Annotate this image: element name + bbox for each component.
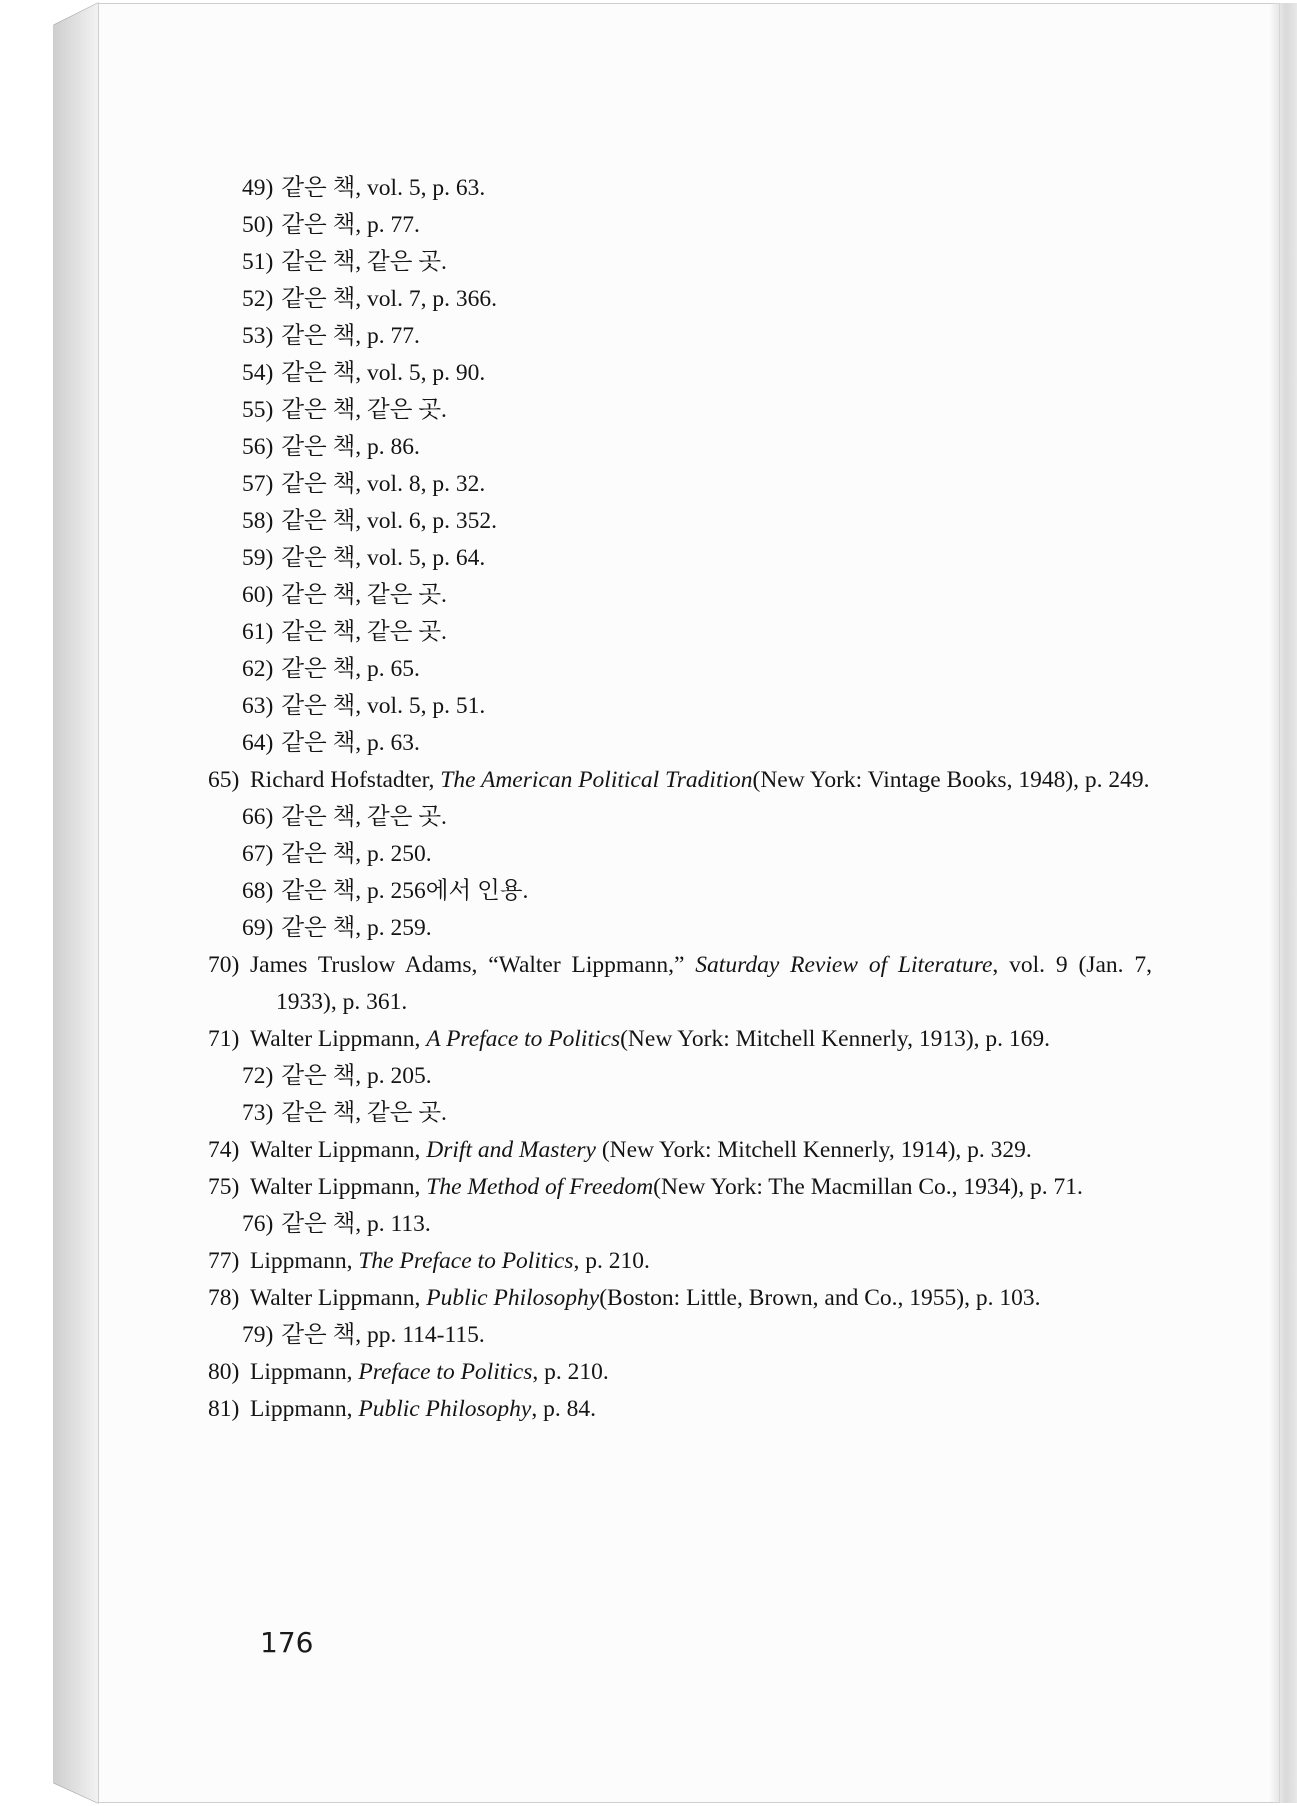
endnote-work-title: The Method of Freedom [426, 1174, 654, 1200]
endnote-number: 61) [242, 619, 274, 645]
endnote-text: 같은 책, vol. 5, p. 51. [281, 693, 486, 719]
endnote [242, 392, 1152, 429]
endnote-number: 79) [242, 1322, 274, 1348]
endnote-text: Richard Hofstadter, [250, 767, 441, 793]
endnote [242, 910, 1152, 947]
endnote-text: 같은 책, vol. 5, p. 63. [281, 175, 486, 201]
endnote-text: 같은 책, 같은 곳. [281, 582, 447, 608]
endnote-text: Lippmann, [250, 1396, 359, 1422]
endnotes-list [242, 170, 1152, 1428]
endnote [242, 281, 1152, 318]
endnote-text: 같은 책, p. 205. [281, 1063, 432, 1089]
endnote [242, 355, 1152, 392]
endnote-text: Walter Lippmann, [250, 1285, 427, 1311]
endnote [242, 540, 1152, 577]
endnote-number: 73) [242, 1100, 274, 1126]
endnote-text: 같은 책, p. 250. [281, 841, 432, 867]
endnote-number: 52) [242, 286, 274, 312]
endnote-text: 같은 책, vol. 7, p. 366. [281, 286, 497, 312]
endnote-text: 같은 책, p. 65. [281, 656, 420, 682]
endnote [242, 503, 1152, 540]
endnote-number: 57) [242, 471, 274, 497]
endnote-number: 66) [242, 804, 274, 830]
endnote-number: 59) [242, 545, 274, 571]
endnote-number: 76) [242, 1211, 274, 1237]
endnote [242, 1354, 1152, 1391]
endnote-number: 63) [242, 693, 274, 719]
endnote-number: 62) [242, 656, 274, 682]
endnote-work-title: The American Political Tradition [440, 767, 753, 793]
endnote [242, 429, 1152, 466]
endnote-text: 같은 책, vol. 5, p. 64. [281, 545, 486, 571]
endnote-text: James Truslow Adams, “Walter Lippmann,” [250, 952, 696, 978]
endnote [242, 1132, 1152, 1169]
endnote-text: Walter Lippmann, [250, 1026, 427, 1052]
endnote-work-title: Public Philosophy [358, 1396, 532, 1422]
endnote-text: 같은 책, vol. 5, p. 90. [281, 360, 486, 386]
endnote-number: 72) [242, 1063, 274, 1089]
endnote-text: 같은 책, 같은 곳. [281, 397, 447, 423]
endnote-number: 54) [242, 360, 274, 386]
endnote-number: 55) [242, 397, 274, 423]
endnote-text: 같은 책, 같은 곳. [281, 619, 447, 645]
endnote [242, 688, 1152, 725]
endnote [242, 577, 1152, 614]
endnote [242, 1021, 1152, 1058]
endnote [242, 614, 1152, 651]
endnote-citation-detail: (New York: Mitchell Kennerly, 1913), p. 169. [620, 1026, 1051, 1052]
endnote [242, 1058, 1152, 1095]
endnote-text: 같은 책, p. 77. [281, 323, 420, 349]
page-edge-shadow [1269, 3, 1297, 1803]
endnote [242, 725, 1152, 762]
endnote [242, 873, 1152, 910]
endnote-number: 67) [242, 841, 274, 867]
endnote-citation-detail: (Boston: Little, Brown, and Co., 1955), p. 103. [599, 1285, 1041, 1311]
endnote-text: Walter Lippmann, [250, 1137, 427, 1163]
endnote-citation-detail: (New York: Mitchell Kennerly, 1914), p. 329. [595, 1137, 1032, 1163]
endnote-citation-detail: (New York: The Macmillan Co., 1934), p. 71. [653, 1174, 1083, 1200]
endnote [242, 1391, 1152, 1428]
endnote-text: Lippmann, [250, 1359, 359, 1385]
endnote [242, 318, 1152, 355]
endnote-work-title: Public Philosophy [426, 1285, 600, 1311]
endnote [242, 1095, 1152, 1132]
endnote-number: 56) [242, 434, 274, 460]
endnote-citation-detail: , p. 210. [573, 1248, 650, 1274]
endnote-text: 같은 책, p. 113. [281, 1211, 431, 1237]
endnote-number: 64) [242, 730, 274, 756]
endnote-text: 같은 책, p. 256에서 인용. [281, 878, 529, 904]
endnote [242, 799, 1152, 836]
endnote [242, 1280, 1152, 1317]
endnote-text: 같은 책, 같은 곳. [281, 249, 447, 275]
endnote [242, 207, 1152, 244]
endnote-work-title: Preface to Politics [358, 1359, 533, 1385]
endnote-citation-detail: , p. 84. [531, 1396, 596, 1422]
endnote-number: 60) [242, 582, 274, 608]
endnote-text: Lippmann, [250, 1248, 359, 1274]
endnote-number: 68) [242, 878, 274, 904]
endnote-work-title: Saturday Review of Literature [695, 952, 993, 978]
endnote-text: Walter Lippmann, [250, 1174, 427, 1200]
endnote [242, 651, 1152, 688]
endnote-citation-detail: (New York: Vintage Books, 1948), p. 249. [752, 767, 1150, 793]
endnote-text: 같은 책, p. 86. [281, 434, 420, 460]
endnote [242, 947, 1152, 1021]
page-number: 176 [260, 1626, 314, 1659]
endnote-number: 58) [242, 508, 274, 534]
endnote-work-title: The Preface to Politics [358, 1248, 574, 1274]
endnote [242, 466, 1152, 503]
endnote-work-title: A Preface to Politics [426, 1026, 621, 1052]
endnote-number: 69) [242, 915, 274, 941]
endnote [242, 1169, 1152, 1206]
endnote-number: 53) [242, 323, 274, 349]
endnote [242, 1206, 1152, 1243]
endnote-citation-detail: , vol. 9 (Jan. 7, 1933), p. 361. [276, 952, 1152, 1015]
endnote [242, 244, 1152, 281]
endnote-text: 같은 책, p. 259. [281, 915, 432, 941]
endnote [242, 836, 1152, 873]
endnote-number: 51) [242, 249, 274, 275]
endnote-citation-detail: , p. 210. [532, 1359, 609, 1385]
endnote-work-title: Drift and Mastery [426, 1137, 596, 1163]
endnote-number: 49) [242, 175, 274, 201]
endnote-text: 같은 책, 같은 곳. [281, 1100, 447, 1126]
endnote [242, 1317, 1152, 1354]
endnote-text: 같은 책, pp. 114-115. [281, 1322, 485, 1348]
endnote-number: 50) [242, 212, 274, 238]
endnote-text: 같은 책, p. 63. [281, 730, 420, 756]
endnote-text: 같은 책, vol. 6, p. 352. [281, 508, 497, 534]
endnote [242, 1243, 1152, 1280]
endnote [242, 762, 1152, 799]
endnote-text: 같은 책, vol. 8, p. 32. [281, 471, 486, 497]
endnote-text: 같은 책, p. 77. [281, 212, 420, 238]
endnote [242, 170, 1152, 207]
endnote-text: 같은 책, 같은 곳. [281, 804, 447, 830]
